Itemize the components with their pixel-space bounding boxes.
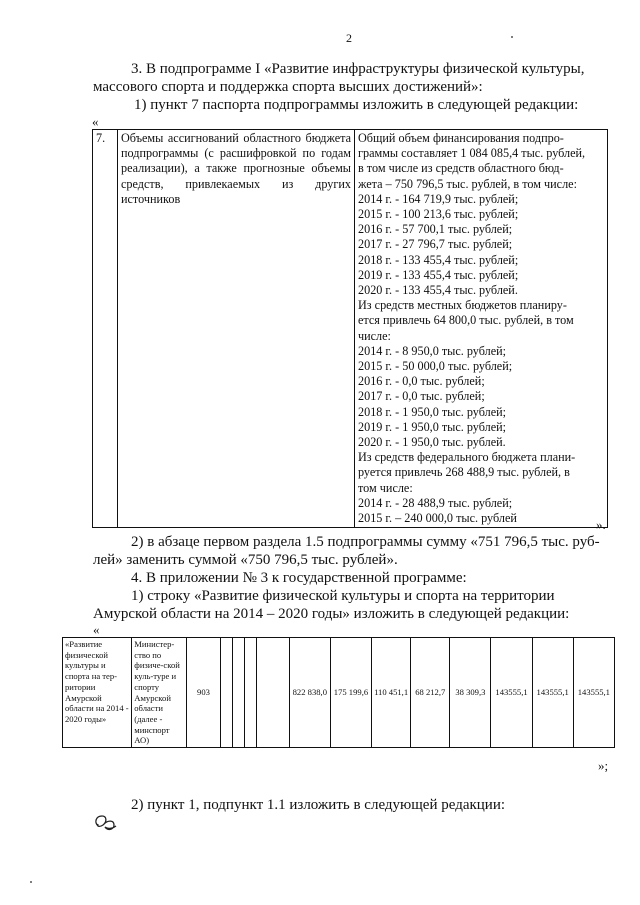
financing-line: в том числе из средств областного бюд- <box>358 161 564 176</box>
passport-number: 7. <box>93 130 118 528</box>
passport-description: Объемы ассигнований областного бюджета подпрограммы (с расшифровкой по годам реализации), а также прогнозные объемы средств, привлекаемых из других источников <box>118 130 355 528</box>
scan-dot <box>30 881 32 883</box>
program-name: «Развитие физической культуры и спорта на тер-ритории Амурской области на 2014 - 2020 годы» <box>63 638 132 748</box>
financing-line: 2014 г. - 28 488,9 тыс. рублей; <box>358 495 513 510</box>
passport-row <box>93 130 608 528</box>
financing-line: числе: <box>358 328 391 343</box>
financing-line: 2018 г. - 1 950,0 тыс. рублей; <box>358 404 507 419</box>
program-year-2018: 143555,1 <box>491 638 532 748</box>
scan-dot <box>511 36 513 38</box>
program-total: 822 838,0 <box>289 638 330 748</box>
financing-line: руется привлечь 268 488,9 тыс. рублей, в <box>358 465 570 480</box>
quote-open-2: « <box>93 622 100 637</box>
program-year-2015: 110 451,1 <box>372 638 411 748</box>
financing-line: Из средств федерального бюджета плани- <box>358 450 576 465</box>
empty-cell <box>256 638 289 748</box>
financing-line: 2014 г. - 8 950,0 тыс. рублей; <box>358 343 507 358</box>
financing-line: жета – 750 796,5 тыс. рублей, в том числе: <box>358 176 577 191</box>
item-last: 2) пункт 1, подпункт 1.1 изложить в следующей редакции: <box>131 797 506 813</box>
program-executor: Министер-ство по физиче-ской куль-туре и спорту Амурской области (далее - минспорт АО) <box>132 638 187 748</box>
empty-cell <box>232 638 244 748</box>
program-year-2020: 143555,1 <box>573 638 614 748</box>
financing-line: 2016 г. - 57 700,1 тыс. рублей; <box>358 222 513 237</box>
program-row-table <box>62 637 615 748</box>
empty-cell <box>220 638 232 748</box>
financing-line: 2017 г. - 0,0 тыс. рублей; <box>358 389 485 404</box>
section4-line2: 1) строку «Развитие физической культуры и спорта на территории <box>131 588 555 604</box>
quote-close-1: ». <box>596 517 606 532</box>
financing-line: 2016 г. - 0,0 тыс. рублей; <box>358 374 485 389</box>
financing-line: 2017 г. - 27 796,7 тыс. рублей; <box>358 237 513 252</box>
financing-line: 2018 г. - 133 455,4 тыс. рублей; <box>358 252 519 267</box>
financing-line: 2014 г. - 164 719,9 тыс. рублей; <box>358 191 519 206</box>
quote-close-2: »; <box>598 758 609 773</box>
item2-line2: лей» заменить суммой «750 796,5 тыс. рублей». <box>93 552 398 568</box>
financing-line: 2019 г. - 1 950,0 тыс. рублей; <box>358 419 507 434</box>
program-year-2019: 143555,1 <box>532 638 573 748</box>
table-row <box>63 638 615 748</box>
financing-line: том числе: <box>358 480 413 495</box>
section3-sub1: 1) пункт 7 паспорта подпрограммы изложить в следующей редакции: <box>134 97 579 113</box>
passport-financing <box>355 130 608 528</box>
financing-line: 2019 г. - 133 455,4 тыс. рублей; <box>358 267 519 282</box>
financing-line: Из средств местных бюджетов планиру- <box>358 298 567 313</box>
passport-table <box>92 129 608 528</box>
financing-line: 2015 г. - 50 000,0 тыс. рублей; <box>358 359 513 374</box>
program-year-2016: 68 212,7 <box>411 638 450 748</box>
program-year-2017: 38 309,3 <box>450 638 491 748</box>
section4-line3: Амурской области на 2014 – 2020 годы» изложить в следующей редакции: <box>93 606 570 622</box>
empty-cell <box>244 638 256 748</box>
financing-line: граммы составляет 1 084 085,4 тыс. рублей, <box>358 146 586 161</box>
financing-line: ется привлечь 64 800,0 тыс. рублей, в том <box>358 313 574 328</box>
financing-line: 2020 г. - 133 455,4 тыс. рублей. <box>358 283 518 298</box>
quote-open: « <box>92 114 99 129</box>
section3-line2: массового спорта и поддержка спорта высших достижений»: <box>93 79 483 95</box>
financing-line: Общий объем финансирования подпро- <box>358 131 564 145</box>
program-year-2014: 175 199,6 <box>330 638 371 748</box>
program-code: 903 <box>187 638 220 748</box>
financing-line: 2020 г. - 1 950,0 тыс. рублей. <box>358 435 506 450</box>
financing-line: 2015 г. - 100 213,6 тыс. рублей; <box>358 207 519 222</box>
handwritten-initials <box>92 812 120 834</box>
financing-line: 2015 г. – 240 000,0 тыс. рублей <box>358 511 517 526</box>
section3-line1: 3. В подпрограмме I «Развитие инфраструктуры физической культуры, <box>131 61 585 77</box>
section4-line1: 4. В приложении № 3 к государственной программе: <box>131 570 467 586</box>
item2-line1: 2) в абзаце первом раздела 1.5 подпрограммы сумму «751 796,5 тыс. руб- <box>131 534 600 550</box>
page-number: 2 <box>346 31 352 45</box>
